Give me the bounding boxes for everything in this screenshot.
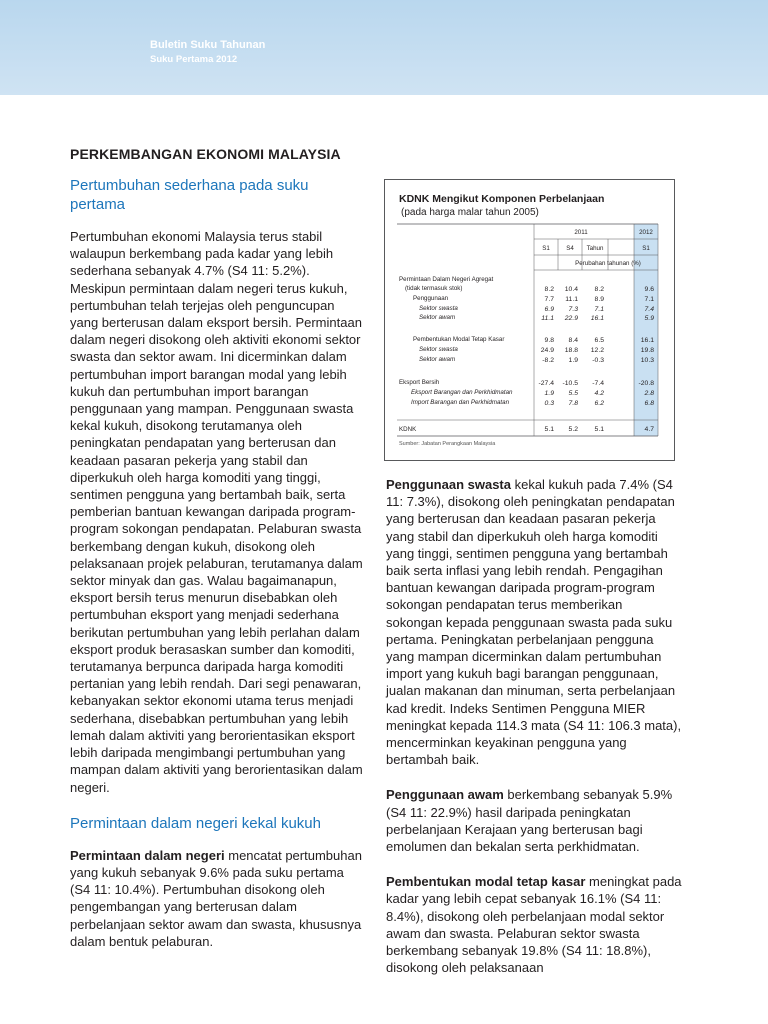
row-label: Sektor swasta — [419, 305, 458, 312]
cell: 5.5 — [568, 390, 578, 397]
paragraph-growth: Pertumbuhan ekonomi Malaysia terus stabil walaupun berkembang pada kadar yang lebih sederhana sebanyak 4.7% (S4 11: 5.2%). Meskipun permintaan dalam negeri terus kukuh, pertumbuhan telah terjejas oleh penguncupan yang berterusan dalam eksport bersih. Permintaan dalam negeri disokong oleh aktiviti ekonomi sektor swasta dan sektor awam. Ini dicerminkan dalam pertumbuhan import barangan modal yang lebih kukuh dan pertumbuhan import barangan penggunaan yang mampan. Penggunaan swasta kekal kukuh, disokong terutamanya oleh peningkatan pendapatan yang berterusan dan keadaan pasaran pekerja yang stabil dan diperkukuh oleh harga komoditi yang tinggi, sentimen pengguna yang bertambah baik, serta pemberian bantuan kewangan daripada program-program sokongan pendapatan. Pelaburan swasta berkembang dengan kukuh, disokong oleh pelaksanaan projek pelaburan, terutamanya dalam sektor minyak dan gas. Walau bagaimanapun, eksport bersih terus menurun disebabkan oleh pertumbuhan eksport yang menjadi sederhana berikutan pertumbuhan yang lebih perlahan dalam eksport produk berasaskan sumber dan komoditi, terutamanya berpunca daripada harga komoditi pertanian yang lebih rendah. Dari segi penawaran, kebanyakan sektor ekonomi utama terus menjadi sederhana, disebabkan pertumbuhan yang lebih lemah dalam aktiviti yang berorientasikan eksport lebih daripada mengimbangi pertumbuhan yang mampan dalam aktiviti yang berorientasikan dalam negeri. — [70, 229, 363, 795]
col-tahun: Tahun — [586, 245, 604, 252]
cell: 24.9 — [540, 347, 554, 354]
cell: 12.2 — [590, 347, 604, 354]
cell: -20.8 — [638, 380, 654, 387]
cell: 8.9 — [594, 296, 604, 303]
bold-lead: Penggunaan awam — [386, 787, 504, 803]
col-s1: S1 — [542, 245, 550, 252]
cell: 4.7 — [644, 426, 654, 433]
col-s4: S4 — [566, 245, 574, 252]
cell: 4.2 — [594, 390, 604, 397]
cell: 5.2 — [568, 426, 578, 433]
cell: 9.8 — [544, 337, 554, 344]
year-2012: 2012 — [639, 229, 653, 236]
col-s1-2012: S1 — [642, 245, 650, 252]
paragraph-text: berkembang sebanyak 5.9% (S4 11: 22.9%) hasil daripada peningkatan perbelanjaan Kerajaan yang berterusan bagi emolumen dan bekalan serta perkhidmatan. — [386, 787, 673, 855]
table-grid — [385, 180, 674, 460]
row-label: Eksport Bersih — [399, 379, 440, 386]
cell: 6.5 — [594, 337, 604, 344]
row-label: Eksport Barangan dan Perkhidmatan — [411, 389, 513, 396]
row-label: Sektor awam — [419, 314, 456, 321]
cell: 9.6 — [644, 286, 654, 293]
gdp-table — [384, 179, 675, 461]
cell: 8.2 — [594, 286, 604, 293]
cell: 5.9 — [644, 315, 654, 322]
cell: 6.8 — [644, 400, 654, 407]
paragraph-gfcf — [386, 873, 682, 976]
cell: 7.1 — [594, 306, 604, 313]
row-label: Sektor swasta — [419, 346, 458, 353]
cell: -0.3 — [592, 357, 604, 364]
header-text — [150, 38, 265, 66]
cell: 5.1 — [544, 426, 554, 433]
paragraph-text: meningkat pada kadar yang lebih cepat sebanyak 16.1% (S4 11: 8.4%), disokong oleh perbelanjaan modal sektor awam dan swasta. Pelaburan sektor swasta berkembang sebanyak 19.8% (S4 11: 18.8%), disokong oleh pelaksanaan — [386, 874, 682, 976]
row-label: Sektor awam — [419, 356, 456, 363]
year-2011: 2011 — [574, 229, 588, 236]
paragraph-text: kekal kukuh pada 7.4% (S4 11: 7.3%), disokong oleh peningkatan pendapatan yang berterusan dan keadaan pasaran pekerja yang stabil dan diperkukuh oleh harga komoditi yang tinggi, sentimen pengguna yang bertambah baik serta inflasi yang lebih rendah. Pengagihan bantuan kewangan daripada program-program sokongan pendapatan terus memberikan sokongan kepada penggunaan swasta pada suku pertama. Peningkatan perbelanjaan pengguna yang mampan dicerminkan dalam pertumbuhan import yang kukuh bagi barangan penggunaan, jualan makanan dan minuman, serta perbelanjaan kad kredit. Indeks Sentimen Pengguna MIER meningkat kepada 114.3 mata (S4 11: 106.3 mata), mencerminkan keyakinan pengguna yang bertambah baik. — [386, 477, 682, 768]
cell: 6.9 — [544, 306, 554, 313]
paragraph-domestic-demand — [70, 847, 366, 950]
cell: 7.7 — [544, 296, 554, 303]
header-band — [0, 0, 768, 95]
paragraph-public-consumption — [386, 786, 682, 855]
bulletin-period: Suku Pertama 2012 — [150, 54, 238, 65]
paragraph-private-consumption — [386, 476, 682, 768]
page-title: PERKEMBANGAN EKONOMI MALAYSIA — [70, 146, 341, 162]
cell: 7.1 — [644, 296, 654, 303]
cell: 5.1 — [594, 426, 604, 433]
table-title: KDNK Mengikut Komponen Perbelanjaan — [399, 193, 605, 205]
cell: 7.3 — [568, 306, 578, 313]
bulletin-title: Buletin Suku Tahunan — [150, 39, 266, 51]
table-source: Sumber: Jabatan Perangkaan Malaysia — [399, 441, 496, 447]
unit-label: Perubahan tahunan (%) — [575, 260, 641, 267]
cell: 16.1 — [640, 337, 654, 344]
row-label: Pembentukan Modal Tetap Kasar — [413, 336, 505, 343]
cell: 0.3 — [544, 400, 554, 407]
cell: 1.9 — [568, 357, 578, 364]
cell: 8.4 — [568, 337, 578, 344]
section-heading-domestic-demand: Permintaan dalam negeri kekal kukuh — [70, 814, 321, 832]
paragraph-text: mencatat pertumbuhan yang kukuh sebanyak 9.6% pada suku pertama (S4 11: 10.4%). Pertumbuhan disokong oleh pengembangan yang berterusan dalam perbelanjaan sektor awam dan swasta, khususnya dalam bentuk pelaburan. — [70, 847, 362, 949]
cell: 7.4 — [644, 306, 654, 313]
row-label: Import Barangan dan Perkhidmatan — [411, 399, 510, 406]
cell: -8.2 — [542, 357, 554, 364]
cell: -27.4 — [538, 380, 554, 387]
cell: 2.8 — [644, 390, 654, 397]
right-column — [386, 476, 682, 994]
section-heading-growth: Pertumbuhan sederhana pada suku pertama — [70, 177, 309, 213]
cell: 22.9 — [564, 315, 578, 322]
table-subtitle: (pada harga malar tahun 2005) — [401, 207, 539, 218]
cell: 11.1 — [541, 315, 554, 322]
cell: 16.1 — [590, 315, 604, 322]
bold-lead: Penggunaan swasta — [386, 477, 511, 492]
cell: 11.1 — [565, 296, 578, 303]
row-label: Penggunaan — [413, 295, 449, 302]
bold-lead: Permintaan dalam negeri — [70, 847, 225, 863]
cell: -10.5 — [562, 380, 578, 387]
cell: 10.4 — [564, 286, 578, 293]
cell: 7.8 — [568, 400, 578, 407]
cell: 6.2 — [594, 400, 604, 407]
row-label: Permintaan Dalam Negeri Agregat — [399, 276, 494, 283]
row-label: KDNK — [399, 426, 417, 433]
bold-lead: Pembentukan modal tetap kasar — [386, 874, 586, 890]
cell: -7.4 — [592, 380, 604, 387]
cell: 19.8 — [640, 347, 654, 354]
cell: 18.8 — [564, 347, 578, 354]
cell: 10.3 — [640, 357, 654, 364]
cell: 8.2 — [544, 286, 554, 293]
left-column — [70, 176, 366, 968]
row-label: (tidak termasuk stok) — [405, 285, 463, 292]
cell: 1.9 — [544, 390, 554, 397]
